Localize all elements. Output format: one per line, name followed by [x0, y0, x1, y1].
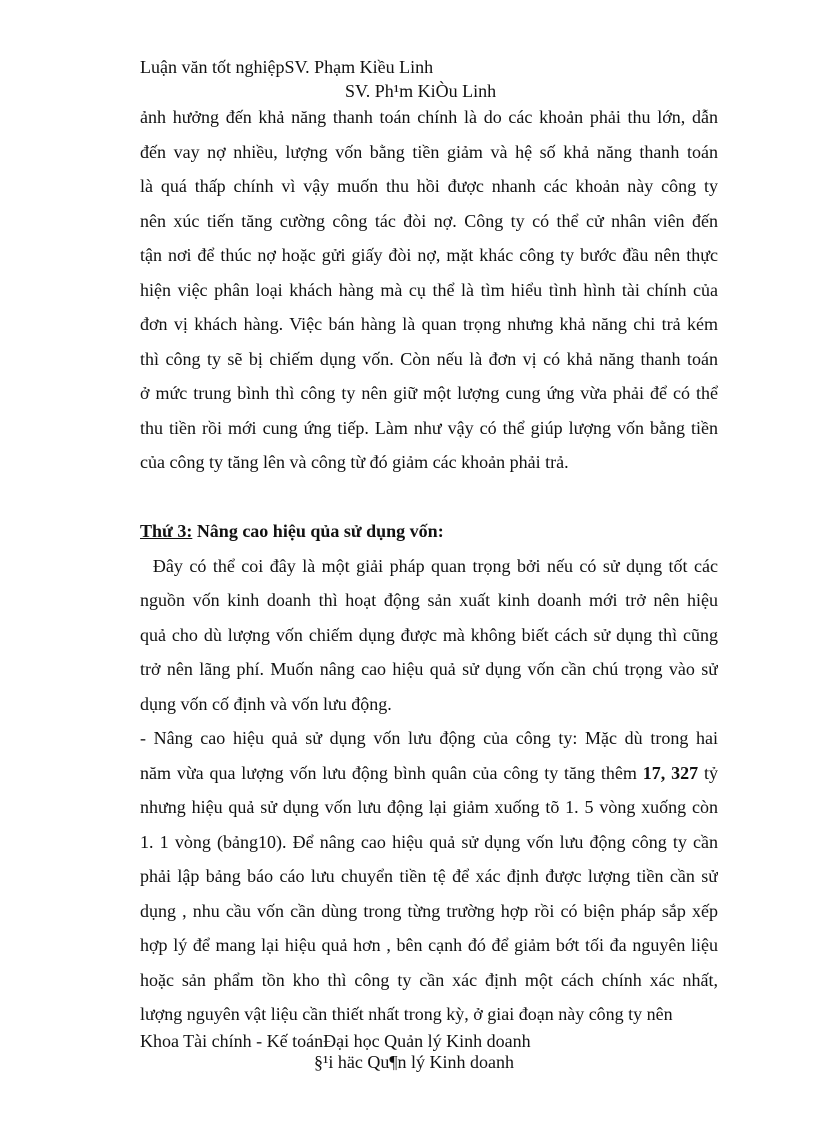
- text-line: lượng nguyên vật liệu cần thiết nhất trong kỳ, ở giai đoạn này công ty nên: [140, 1004, 673, 1024]
- paragraph-working-capital: [140, 721, 718, 1032]
- text-line: nên xúc tiến tăng cường công tác đòi nợ. Công ty có thể cử nhân viên đến: [140, 210, 718, 231]
- text-segment: năm vừa qua lượng vốn lưu động bình quân của công ty tăng thêm: [140, 762, 643, 783]
- text-line: hợp lý để mang lại hiệu quả hơn , bên cạnh đó để giảm bớt tối đa nguyên liệu: [140, 935, 718, 955]
- section-heading: [140, 514, 718, 549]
- page-footer: Khoa Tài chính - Kế toánĐại học Quản lý Kinh doanh: [140, 1031, 531, 1051]
- text-line: ở mức trung bình thì công ty nên giữ một lượng cung ứng vừa phải để có thể: [140, 383, 718, 403]
- paragraph-receivables: [140, 100, 718, 480]
- text-line: nguồn vốn kinh doanh thì hoạt động sản xuất kinh doanh mới trở nên hiệu: [140, 590, 718, 610]
- text-line: - Nâng cao hiệu quả sử dụng vốn lưu động của công ty: Mặc dù trong hai: [140, 728, 718, 748]
- document-body: [140, 100, 718, 1032]
- text-line: thì công ty sẽ bị chiếm dụng vốn. Còn nếu là đơn vị có khả năng thanh toán: [140, 348, 718, 369]
- text-line: dụng vốn cố định và vốn lưu động.: [140, 693, 392, 714]
- page-header-legacy: SV. Ph¹m KiÒu Linh: [345, 81, 497, 101]
- text-line: quả cho dù lượng vốn chiếm dụng được mà không biết cách sử dụng thì cũng: [140, 624, 718, 645]
- text-line: của công ty tăng lên và công từ đó giảm các khoản phải trả.: [140, 452, 569, 472]
- section-heading-text: Nâng cao hiệu qủa sử dụng vốn:: [192, 521, 444, 541]
- text-line: hoặc sản phẩm tồn kho thì công ty cần xác định một cách chính xác nhất,: [140, 969, 718, 990]
- page-header: Luận văn tốt nghiệpSV. Phạm Kiều Linh: [140, 57, 434, 77]
- text-line: đến vay nợ nhiều, lượng vốn bằng tiền giảm và hệ số khả năng thanh toán: [140, 141, 718, 162]
- text-line: ảnh hưởng đến khả năng thanh toán chính là do các khoản phải thu lớn, dẫn: [140, 107, 718, 127]
- text-line: tận nơi để thúc nợ hoặc gửi giấy đòi nợ, mặt khác công ty bước đầu nên thực: [140, 245, 718, 265]
- section-heading-label: Thứ 3:: [140, 521, 193, 541]
- text-line: trở nên lãng phí. Muốn nâng cao hiệu quả sử dụng vốn cần chú trọng vào sử: [140, 659, 718, 679]
- text-line: dụng , nhu cầu vốn cần dùng trong từng trường hợp rồi có biện pháp sắp xếp: [140, 900, 718, 921]
- text-line: thu tiền rồi mới cung ứng tiếp. Làm như vậy có thể giúp lượng vốn bằng tiền: [140, 417, 718, 438]
- text-line: đơn vị khách hàng. Việc bán hàng là quan trọng nhưng khả năng chi trả kém: [140, 314, 718, 334]
- text-line: [140, 756, 718, 791]
- page-footer-legacy: §¹i häc Qu¶n lý Kinh doanh: [314, 1052, 515, 1072]
- text-line: 1. 1 vòng (bảng10). Để nâng cao hiệu quả sử dụng vốn lưu động công ty cần: [140, 831, 718, 852]
- paragraph-capital-efficiency: [140, 549, 718, 722]
- paragraph-gap: [140, 480, 718, 515]
- text-line: phải lập bảng báo cáo lưu chuyển tiền tệ để xác định được lượng tiền cần sử: [140, 866, 718, 886]
- text-line: hiện việc phân loại khách hàng mà cụ thể là tìm hiểu tình hình tài chính của: [140, 279, 718, 300]
- text-segment: tỷ: [698, 762, 718, 783]
- text-line: là quá thấp chính vì vậy muốn thu hồi được nhanh các khoản này công ty: [140, 176, 718, 196]
- text-line: Đây có thể coi đây là một giải pháp quan trọng bởi nếu có sử dụng tốt các: [140, 555, 718, 576]
- capital-increase-value: 17, 327: [642, 762, 699, 783]
- text-line: nhưng hiệu quả sử dụng vốn lưu động lại giảm xuống tõ 1. 5 vòng xuống còn: [140, 797, 718, 817]
